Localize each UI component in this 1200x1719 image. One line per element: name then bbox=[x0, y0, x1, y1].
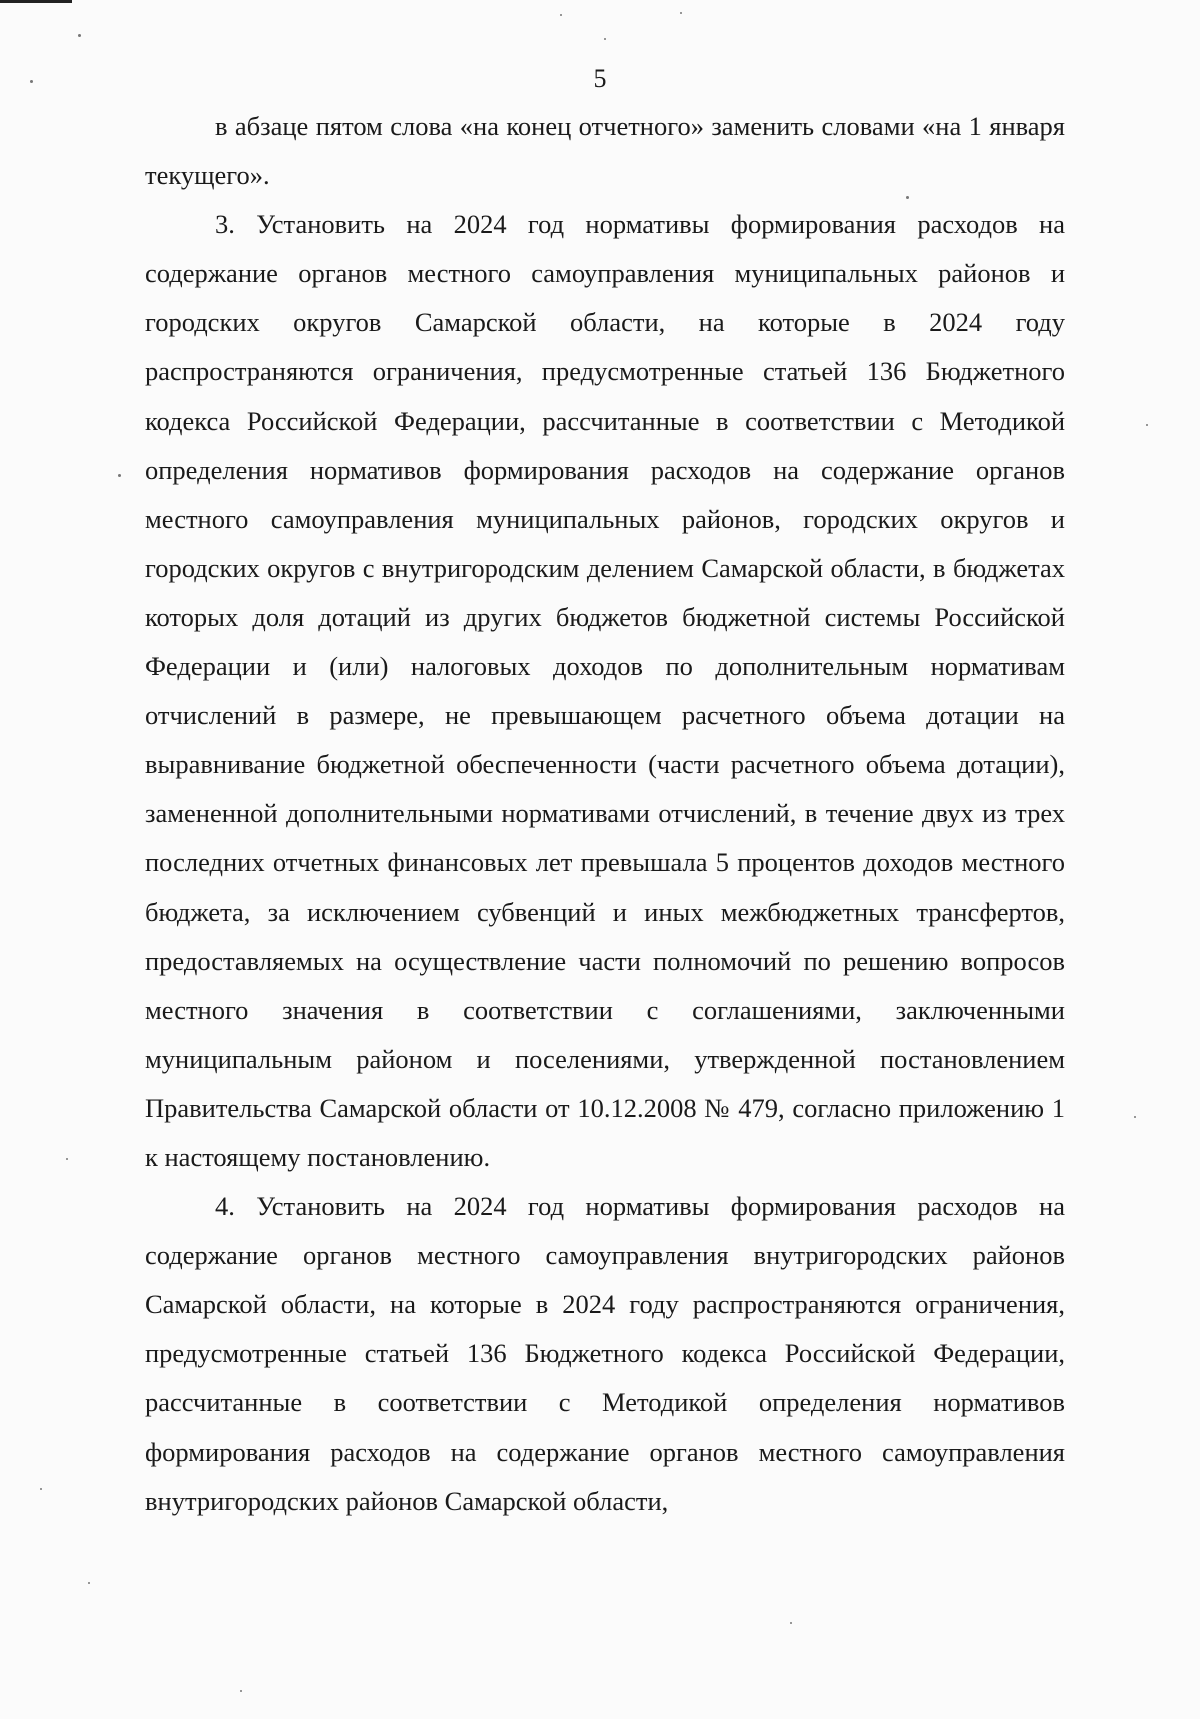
scan-speck bbox=[66, 1158, 68, 1160]
page-number: 5 bbox=[593, 64, 607, 93]
scan-speck bbox=[40, 1488, 42, 1490]
scan-speck bbox=[1146, 424, 1148, 426]
paragraph-amendment: в абзаце пятом слова «на конец отчетного» заменить словами «на 1 января текущего». bbox=[145, 111, 1065, 191]
scan-speck bbox=[560, 14, 562, 16]
scan-speck bbox=[906, 196, 909, 199]
scan-speck bbox=[1134, 1116, 1136, 1118]
top-edge-rule bbox=[0, 0, 72, 3]
scan-speck bbox=[240, 1690, 242, 1692]
scan-speck bbox=[118, 474, 121, 477]
scan-speck bbox=[680, 12, 682, 14]
document-body bbox=[145, 102, 1065, 1526]
scan-speck bbox=[30, 80, 33, 83]
scan-speck bbox=[88, 1582, 90, 1584]
scan-speck bbox=[78, 34, 81, 37]
scan-speck bbox=[790, 1622, 792, 1624]
scan-speck bbox=[604, 38, 606, 40]
paragraph-item-3: 3. Установить на 2024 год нормативы формирования расходов на содержание органов местного самоуправления муниципальных районов и городских округов Самарской области, на которые в 2024 году распространяются ограничения, предусмотренные статьей 136 Бюджетного кодекса Российской Федерации, рассчитанные в соответствии с Методикой определения нормативов формирования расходов на содержание органов местного самоуправления муниципальных районов, городских округов и городских округов с внутригородским делением Самарской области, в бюджетах которых доля дотаций из других бюджетов бюджетной системы Российской Федерации и (или) налоговых доходов по дополнительным нормативам отчислений в размере, не превышающем расчетного объема дотации на выравнивание бюджетной обеспеченности (части расчетного объема дотации), замененной дополнительными нормативами отчислений, в течение двух из трех последних отчетных финансовых лет превышала 5 процентов доходов местного бюджета, за исключением субвенций и иных межбюджетных трансфертов, предоставляемых на осуществление части полномочий по решению вопросов местного значения в соответствии с соглашениями, заключенными муниципальным районом и поселениями, утвержденной постановлением Правительства Самарской области от 10.12.2008 № 479, согласно приложению 1 к настоящему постановлению. bbox=[145, 209, 1065, 1172]
paragraph-item-4: 4. Установить на 2024 год нормативы формирования расходов на содержание органов местного самоуправления внутригородских районов Самарской области, на которые в 2024 году распространяются ограничения, предусмотренные статьей 136 Бюджетного кодекса Российской Федерации, рассчитанные в соответствии с Методикой определения нормативов формирования расходов на содержание органов местного самоуправления внутригородских районов Самарской области, bbox=[145, 1191, 1065, 1516]
